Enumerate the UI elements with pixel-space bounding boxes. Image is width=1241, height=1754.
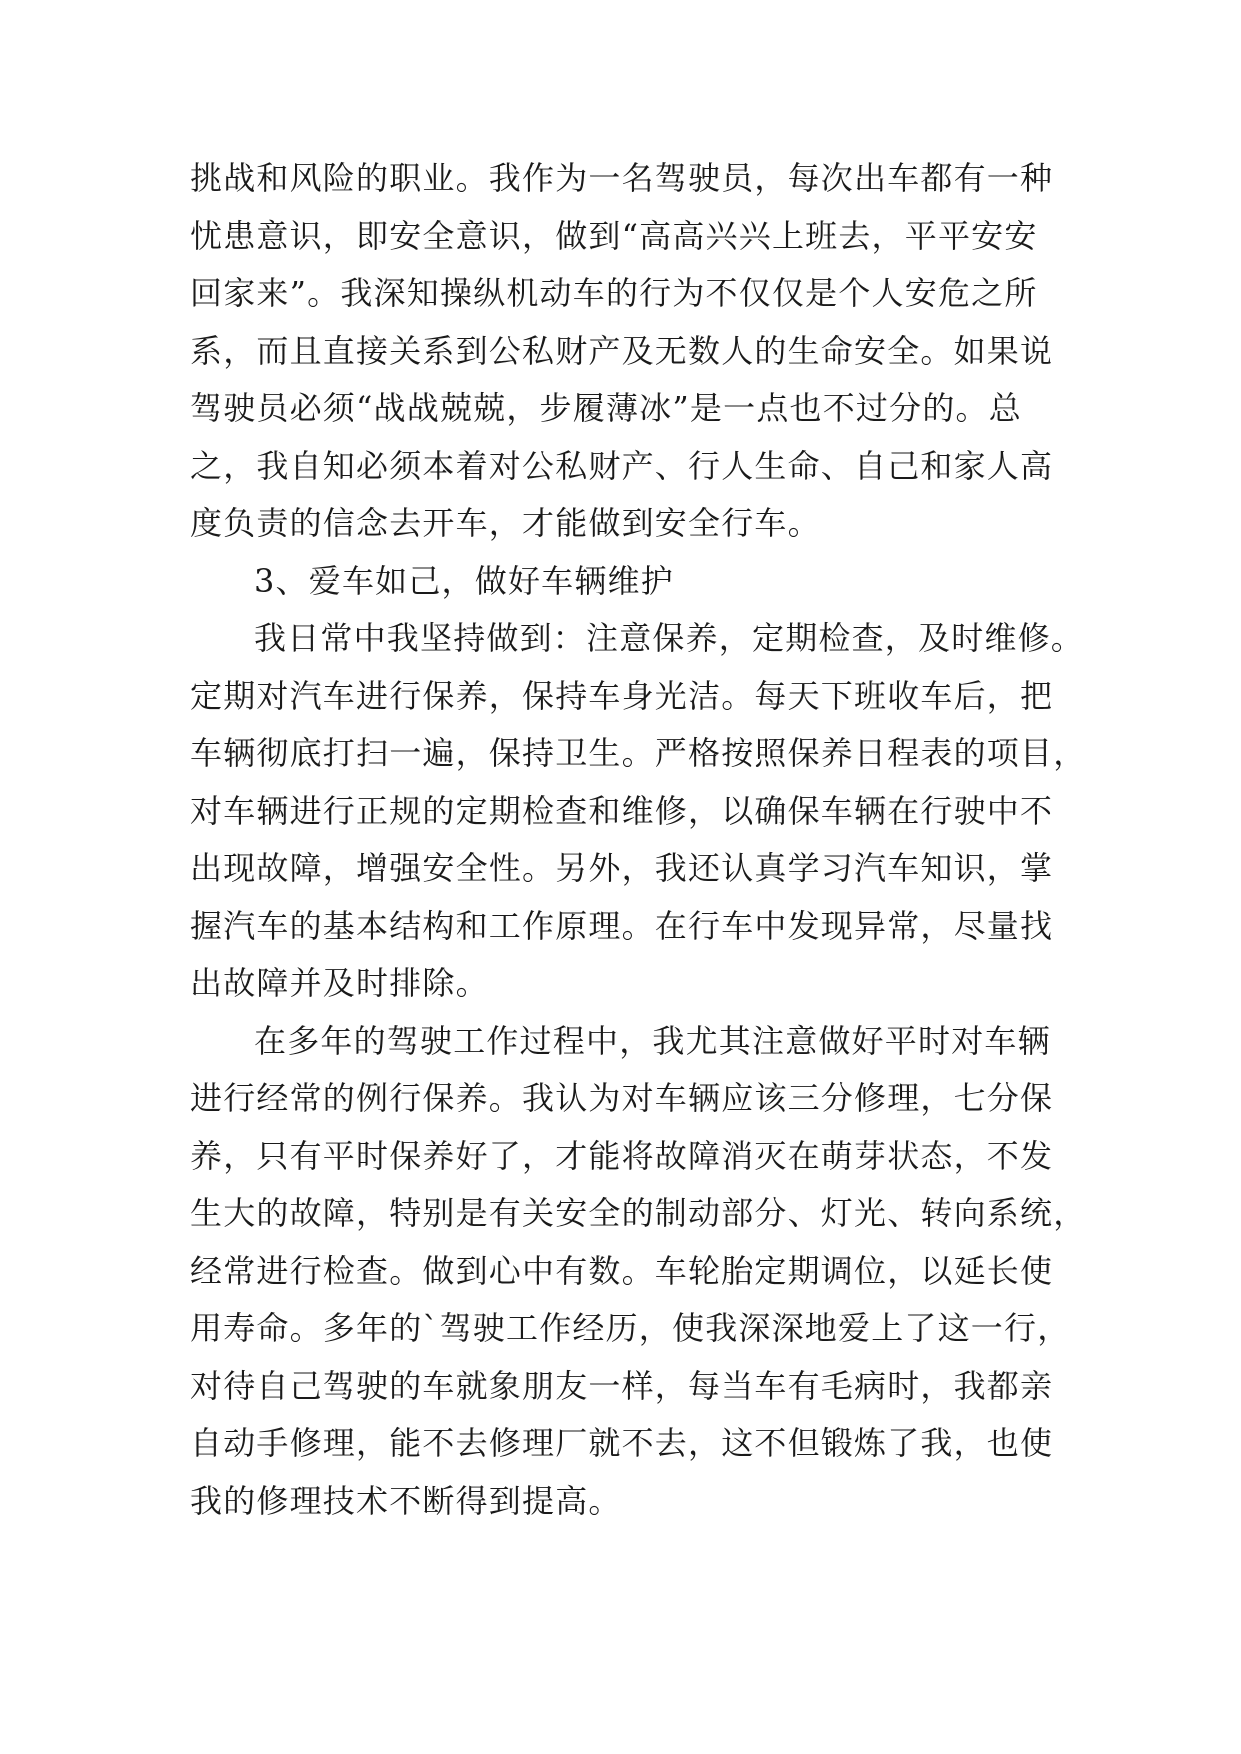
text-line: 对车辆进行正规的定期检查和维修，以确保车辆在行驶中不 bbox=[190, 791, 1054, 830]
paragraph-p2 bbox=[190, 610, 1090, 1013]
text-line: 忧患意识，即安全意识，做到“高高兴兴上班去，平平安安 bbox=[190, 216, 1038, 255]
text-line: 生大的故障，特别是有关安全的制动部分、灯光、转向系统， bbox=[190, 1194, 1087, 1232]
text-line: 我日常中我坚持做到：注意保养，定期检查，及时维修。 bbox=[254, 619, 1085, 657]
text-line: 我的修理技术不断得到提高。 bbox=[190, 1481, 622, 1520]
text-line: 定期对汽车进行保养，保持车身光洁。每天下班收车后，把 bbox=[190, 676, 1054, 715]
text-line: 挑战和风险的职业。我作为一名驾驶员，每次出车都有一种 bbox=[190, 159, 1054, 197]
section-heading-3 bbox=[190, 553, 1090, 611]
text-line: 驾驶员必须“战战兢兢，步履薄冰”是一点也不过分的。总 bbox=[190, 389, 1022, 427]
text-line: 用寿命。多年的`驾驶工作经历，使我深深地爱上了这一行， bbox=[190, 1309, 1071, 1347]
text-line: 经常进行检查。做到心中有数。车轮胎定期调位，以延长使 bbox=[190, 1251, 1054, 1290]
text-line: 之，我自知必须本着对公私财产、行人生命、自己和家人高 bbox=[190, 446, 1054, 485]
text-line: 养，只有平时保养好了，才能将故障消灭在萌芽状态，不发 bbox=[190, 1136, 1054, 1175]
text-line: 握汽车的基本结构和工作原理。在行车中发现异常，尽量找 bbox=[190, 906, 1054, 945]
text-line: 车辆彻底打扫一遍，保持卫生。严格按照保养日程表的项目， bbox=[190, 734, 1087, 772]
text-line: 在多年的驾驶工作过程中，我尤其注意做好平时对车辆 bbox=[254, 1021, 1051, 1060]
text-line: 回家来”。我深知操纵机动车的行为不仅仅是个人安危之所 bbox=[190, 274, 1038, 312]
text-line: 对待自己驾驶的车就象朋友一样，每当车有毛病时，我都亲 bbox=[190, 1366, 1054, 1405]
paragraph-p1 bbox=[190, 150, 1090, 553]
document-body bbox=[190, 150, 1090, 1530]
paragraph-p3 bbox=[190, 1013, 1090, 1531]
text-line: 自动手修理，能不去修理厂就不去，这不但锻炼了我，也使 bbox=[190, 1424, 1054, 1462]
text-line: 进行经常的例行保养。我认为对车辆应该三分修理，七分保 bbox=[190, 1079, 1054, 1117]
text-line: 度负责的信念去开车，才能做到安全行车。 bbox=[190, 504, 821, 542]
text-line: 出现故障，增强安全性。另外，我还认真学习汽车知识，掌 bbox=[190, 849, 1054, 887]
text-line: 系，而且直接关系到公私财产及无数人的生命安全。如果说 bbox=[190, 331, 1054, 370]
text-line: 出故障并及时排除。 bbox=[190, 964, 489, 1002]
heading-line: 3、爱车如己，做好车辆维护 bbox=[254, 561, 674, 600]
